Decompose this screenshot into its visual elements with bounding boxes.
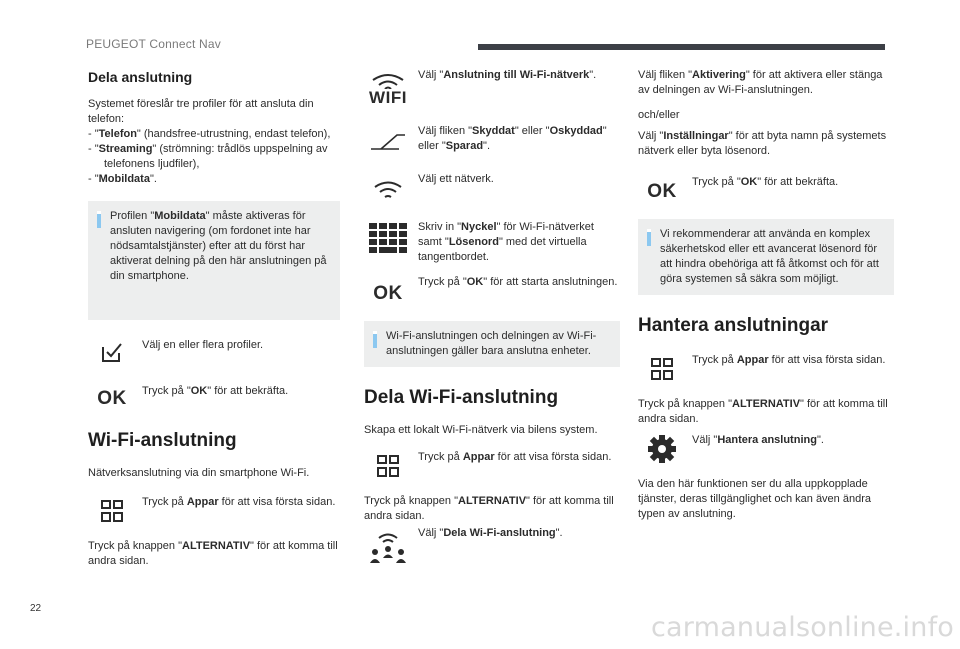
info-icon <box>97 211 101 228</box>
wifi-signal-icon <box>364 172 412 208</box>
step-text: Tryck på "OK" för att starta anslutningen. <box>418 276 618 288</box>
keyboard-icon <box>364 220 412 256</box>
paragraph: Tryck på knappen "ALTERNATIV" för att komma till andra sidan. <box>364 495 614 522</box>
step-row <box>364 448 620 484</box>
column-2 <box>364 68 620 580</box>
step-row <box>88 380 340 416</box>
paragraph: Systemet föreslår tre profiler för att ansluta din telefon: <box>88 98 314 125</box>
info-icon <box>647 229 651 246</box>
step-text: Tryck på "OK" för att bekräfta. <box>692 176 839 188</box>
step-text: Skriv in "Nyckel" för Wi-Fi-nätverket samt "Lösenord" med det virtuella tangentbordet. <box>418 221 594 263</box>
step-text: Tryck på Appar för att visa första sidan. <box>418 451 612 463</box>
apps-grid-icon <box>364 448 412 484</box>
info-note: Wi-Fi-anslutningen och delningen av Wi-Fi-anslutningen gäller bara anslutna enheter. <box>364 321 620 367</box>
step-row <box>88 493 340 529</box>
wifi-icon: WIFI <box>364 68 412 112</box>
step-text: Tryck på "OK" för att bekräfta. <box>142 385 289 397</box>
paragraph: Skapa ett lokalt Wi-Fi-nätverk via bilens system. <box>364 424 598 436</box>
step-row <box>364 124 620 160</box>
ok-icon: OK <box>647 180 677 202</box>
step-text: Välj fliken "Skyddat" eller "Oskyddad" eller "Sparad". <box>418 125 607 152</box>
step-text: Tryck på Appar för att visa första sidan. <box>142 496 336 508</box>
step-text: Välj en eller flera profiler. <box>142 339 264 351</box>
paragraph: Välj "Inställningar" för att byta namn på systemets nätverk eller byta lösenord. <box>638 130 887 157</box>
section-title-dela-anslutning: Dela anslutning <box>88 69 193 85</box>
list-item: - "Telefon" (handsfree-utrustning, endast telefon), <box>88 128 331 140</box>
step-text: Välj "Hantera anslutning". <box>692 434 824 446</box>
gear-icon <box>638 431 686 467</box>
step-text: Tryck på Appar för att visa första sidan. <box>692 354 886 366</box>
running-header: PEUGEOT Connect Nav <box>86 37 221 51</box>
section-title-dela-wifi: Dela Wi-Fi-anslutning <box>364 387 559 408</box>
section-title-hantera: Hantera anslutningar <box>638 315 829 336</box>
column-3 <box>638 68 894 530</box>
paragraph: Tryck på knappen "ALTERNATIV" för att komma till andra sidan. <box>638 398 888 425</box>
step-row <box>364 275 620 311</box>
step-row <box>638 351 894 387</box>
step-row <box>364 220 620 265</box>
checkbox-icon <box>88 334 136 370</box>
ok-icon: OK <box>97 387 127 409</box>
paragraph: Tryck på knappen "ALTERNATIV" för att komma till andra sidan. <box>88 540 338 567</box>
list-item: - "Mobildata". <box>88 173 157 185</box>
step-row <box>364 68 620 112</box>
paragraph: Välj fliken "Aktivering" för att aktivera eller stänga av delningen av Wi-Fi-anslutningen. <box>638 69 883 96</box>
column-1 <box>88 60 340 577</box>
step-row <box>638 431 894 467</box>
info-note: Profilen "Mobildata" måste aktiveras för ansluten navigering (om fordonet inte har nödsamtalstjänster) efter att du först har aktiverat delning på den här anslutningen på din smartphone. <box>88 201 340 320</box>
share-wifi-icon <box>364 526 412 570</box>
paragraph: Nätverksanslutning via din smartphone Wi-Fi. <box>88 467 310 479</box>
info-icon <box>373 331 377 348</box>
header-bar <box>478 44 885 50</box>
info-note: Vi rekommenderar att använda en komplex säkerhetskod eller ett avancerat lösenord för att hindra obehöriga att få åtkomst och för att göra systemen så säkra som möjligt. <box>638 219 894 295</box>
page-number: 22 <box>30 603 42 614</box>
step-text: Välj ett nätverk. <box>418 173 494 185</box>
step-row <box>638 173 894 209</box>
ok-icon: OK <box>373 282 403 304</box>
step-text: Välj "Dela Wi-Fi-anslutning". <box>418 527 563 539</box>
apps-grid-icon <box>88 493 136 529</box>
section-title-wifi-anslutning: Wi-Fi-anslutning <box>88 430 237 451</box>
apps-grid-icon <box>638 351 686 387</box>
lock-slash-icon <box>364 124 412 160</box>
paragraph: och/eller <box>638 109 680 121</box>
step-row <box>364 172 620 208</box>
paragraph: Via den här funktionen ser du alla uppkopplade tjänster, deras tillgänglighet och kan även ändra typen av anslutning. <box>638 478 871 520</box>
step-row <box>88 334 340 370</box>
step-text: Välj "Anslutning till Wi-Fi-nätverk". <box>418 69 597 81</box>
watermark: carmanualsonline.info <box>651 612 954 643</box>
list-item: - "Streaming" (strömning: trådlös uppspelning av telefonens ljudfiler), <box>88 143 328 170</box>
step-row <box>364 526 620 570</box>
